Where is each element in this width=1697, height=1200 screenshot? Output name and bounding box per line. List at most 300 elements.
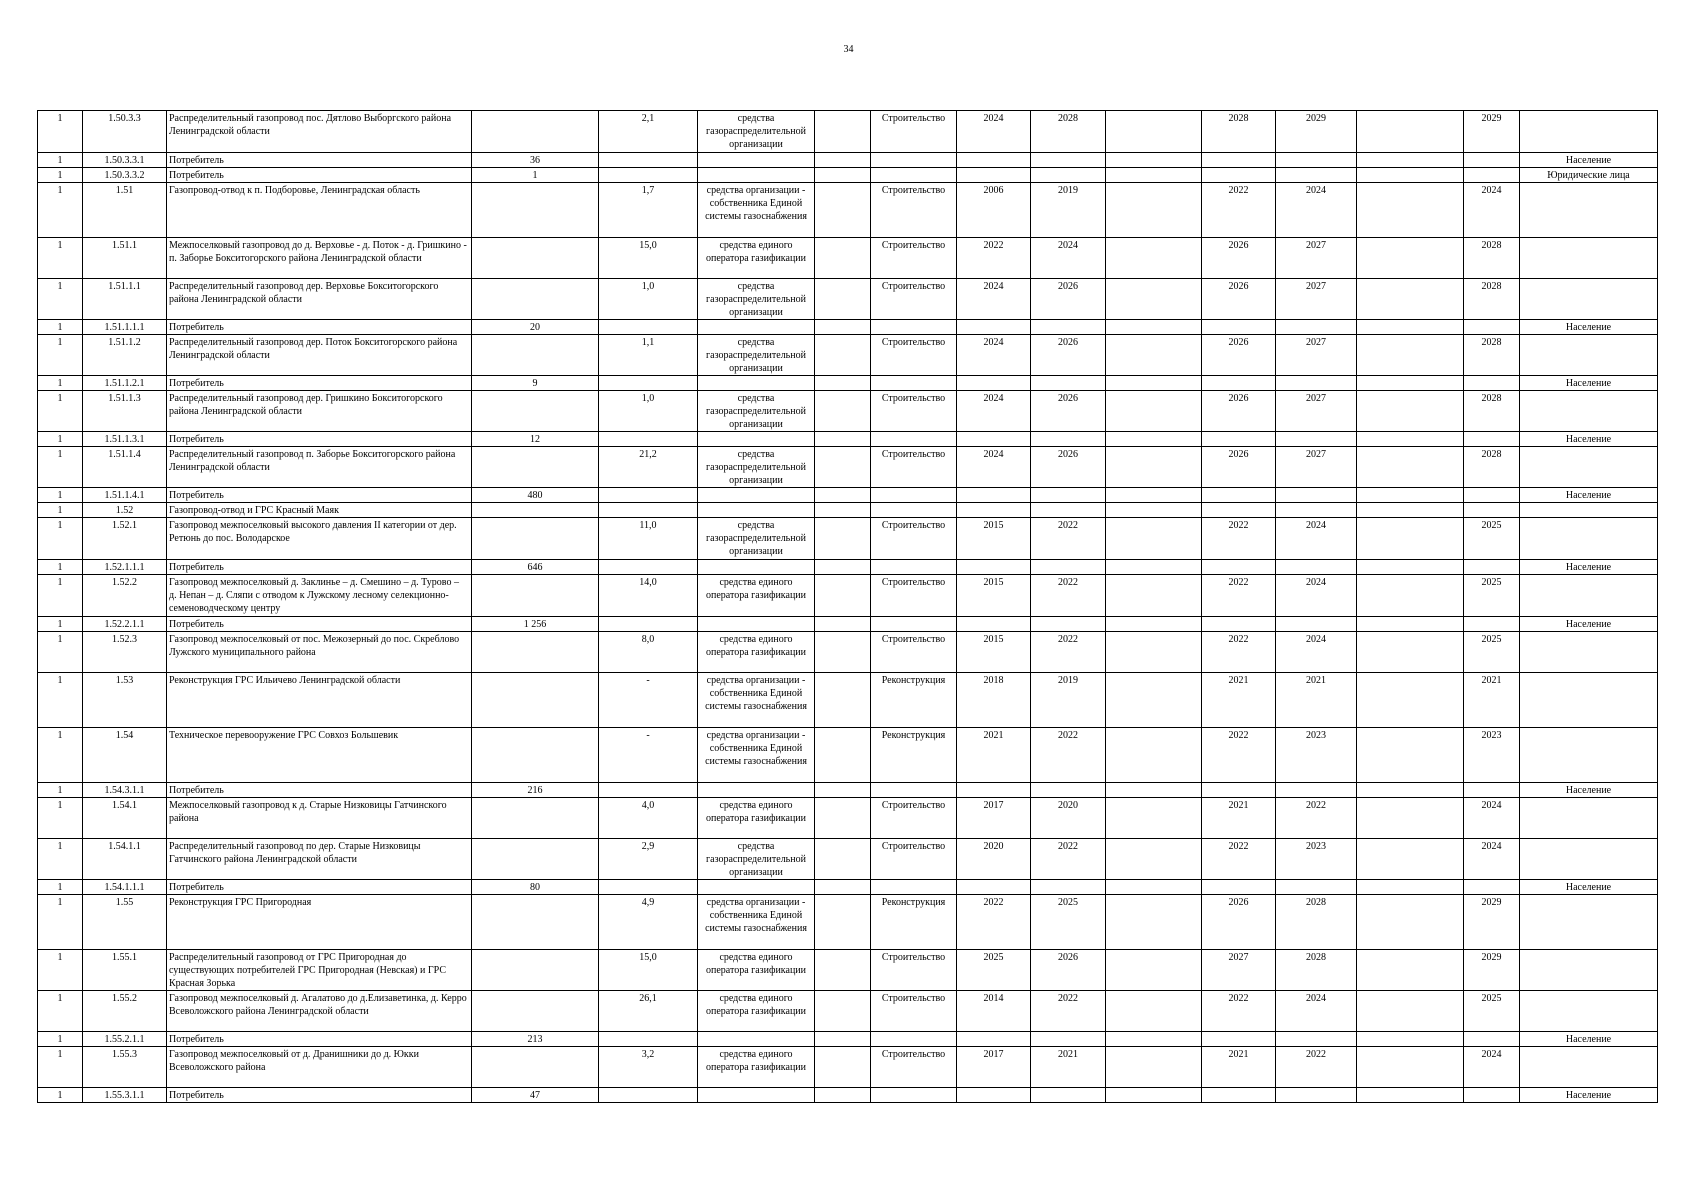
table-row bbox=[38, 1088, 1658, 1103]
col-blank-1 bbox=[815, 673, 871, 728]
col-consumers bbox=[472, 632, 599, 673]
col-work-type: Реконструкция bbox=[871, 895, 957, 950]
col-work-type: Строительство bbox=[871, 335, 957, 376]
col-work-type: Строительство bbox=[871, 279, 957, 320]
col-name: Потребитель bbox=[167, 560, 472, 575]
col-code: 1.55.3 bbox=[83, 1047, 167, 1088]
col-consumers bbox=[472, 798, 599, 839]
col-category: 1 bbox=[38, 391, 83, 432]
col-consumers bbox=[472, 335, 599, 376]
col-year-4: 2024 bbox=[1276, 632, 1357, 673]
col-blank-3 bbox=[1357, 279, 1464, 320]
col-code: 1.52 bbox=[83, 503, 167, 518]
col-year-start: 2022 bbox=[957, 238, 1031, 279]
col-blank-3 bbox=[1357, 447, 1464, 488]
col-year-3: 2028 bbox=[1202, 111, 1276, 153]
col-funding-source: средства организации - собственника Единой системы газоснабжения bbox=[698, 728, 815, 783]
col-funding-source: средства газораспределительной организации bbox=[698, 111, 815, 153]
table-row bbox=[38, 1032, 1658, 1047]
col-blank-3 bbox=[1357, 153, 1464, 168]
col-year-start: 2024 bbox=[957, 447, 1031, 488]
col-blank-2 bbox=[1106, 617, 1202, 632]
col-year-5: 2025 bbox=[1464, 632, 1520, 673]
col-year-4: 2023 bbox=[1276, 839, 1357, 880]
col-year-4 bbox=[1276, 320, 1357, 335]
col-consumers bbox=[472, 575, 599, 617]
col-consumer-type bbox=[1520, 391, 1658, 432]
col-category: 1 bbox=[38, 111, 83, 153]
table-body bbox=[38, 111, 1658, 1103]
col-year-start bbox=[957, 153, 1031, 168]
col-code: 1.52.1.1.1 bbox=[83, 560, 167, 575]
col-year-4 bbox=[1276, 432, 1357, 447]
col-year-4: 2024 bbox=[1276, 183, 1357, 238]
col-consumer-type bbox=[1520, 183, 1658, 238]
col-blank-2 bbox=[1106, 447, 1202, 488]
col-year-start: 2017 bbox=[957, 798, 1031, 839]
col-work-type: Строительство bbox=[871, 183, 957, 238]
col-year-5 bbox=[1464, 783, 1520, 798]
col-work-type bbox=[871, 880, 957, 895]
col-blank-1 bbox=[815, 632, 871, 673]
col-blank-2 bbox=[1106, 168, 1202, 183]
table-row bbox=[38, 728, 1658, 783]
col-name: Распределительный газопровод дер. Поток Бокситогорского района Ленинградской области bbox=[167, 335, 472, 376]
col-length: 15,0 bbox=[599, 238, 698, 279]
col-year-3: 2026 bbox=[1202, 391, 1276, 432]
col-funding-source: средства газораспределительной организации bbox=[698, 391, 815, 432]
col-year-start bbox=[957, 880, 1031, 895]
col-category: 1 bbox=[38, 617, 83, 632]
col-blank-2 bbox=[1106, 320, 1202, 335]
col-consumers: 36 bbox=[472, 153, 599, 168]
col-consumer-type: Население bbox=[1520, 1032, 1658, 1047]
col-length: 26,1 bbox=[599, 991, 698, 1032]
col-year-5: 2023 bbox=[1464, 728, 1520, 783]
col-category: 1 bbox=[38, 153, 83, 168]
col-code: 1.55.1 bbox=[83, 950, 167, 991]
col-blank-1 bbox=[815, 880, 871, 895]
col-length: 15,0 bbox=[599, 950, 698, 991]
table-row bbox=[38, 503, 1658, 518]
col-blank-1 bbox=[815, 1047, 871, 1088]
col-year-4: 2027 bbox=[1276, 391, 1357, 432]
col-length bbox=[599, 432, 698, 447]
col-code: 1.51.1.2 bbox=[83, 335, 167, 376]
col-blank-2 bbox=[1106, 183, 1202, 238]
col-year-start bbox=[957, 560, 1031, 575]
col-blank-1 bbox=[815, 238, 871, 279]
col-blank-2 bbox=[1106, 632, 1202, 673]
col-funding-source bbox=[698, 783, 815, 798]
col-name: Потребитель bbox=[167, 488, 472, 503]
col-funding-source bbox=[698, 560, 815, 575]
col-blank-1 bbox=[815, 839, 871, 880]
col-funding-source: средства организации - собственника Единой системы газоснабжения bbox=[698, 183, 815, 238]
col-consumer-type: Население bbox=[1520, 783, 1658, 798]
col-funding-source bbox=[698, 503, 815, 518]
col-category: 1 bbox=[38, 320, 83, 335]
col-blank-2 bbox=[1106, 950, 1202, 991]
col-name: Распределительный газопровод пос. Дятлово Выборгского района Ленинградской области bbox=[167, 111, 472, 153]
col-name: Газопровод межпоселковый от д. Дранишники до д. Юкки Всеволожского района bbox=[167, 1047, 472, 1088]
col-name: Потребитель bbox=[167, 880, 472, 895]
table-row bbox=[38, 673, 1658, 728]
col-length: 4,9 bbox=[599, 895, 698, 950]
col-year-4: 2028 bbox=[1276, 950, 1357, 991]
col-blank-1 bbox=[815, 183, 871, 238]
col-blank-1 bbox=[815, 432, 871, 447]
col-length bbox=[599, 503, 698, 518]
col-code: 1.54.1.1 bbox=[83, 839, 167, 880]
col-work-type: Строительство bbox=[871, 447, 957, 488]
col-year-4 bbox=[1276, 168, 1357, 183]
col-length: - bbox=[599, 673, 698, 728]
col-year-5 bbox=[1464, 376, 1520, 391]
table-row bbox=[38, 320, 1658, 335]
col-name: Газопровод межпоселковый от пос. Межозерный до пос. Скреблово Лужского муниципального района bbox=[167, 632, 472, 673]
col-year-4: 2022 bbox=[1276, 798, 1357, 839]
col-work-type: Строительство bbox=[871, 632, 957, 673]
col-consumer-type bbox=[1520, 279, 1658, 320]
col-year-3 bbox=[1202, 560, 1276, 575]
col-consumers bbox=[472, 950, 599, 991]
col-name: Потребитель bbox=[167, 1032, 472, 1047]
col-length bbox=[599, 153, 698, 168]
col-consumer-type: Население bbox=[1520, 1088, 1658, 1103]
col-year-end bbox=[1031, 376, 1106, 391]
col-year-5 bbox=[1464, 168, 1520, 183]
col-year-4 bbox=[1276, 488, 1357, 503]
col-year-end: 2024 bbox=[1031, 238, 1106, 279]
col-blank-3 bbox=[1357, 1047, 1464, 1088]
col-year-4 bbox=[1276, 617, 1357, 632]
table-row bbox=[38, 783, 1658, 798]
col-work-type: Реконструкция bbox=[871, 728, 957, 783]
col-year-3 bbox=[1202, 1088, 1276, 1103]
col-blank-2 bbox=[1106, 432, 1202, 447]
col-blank-2 bbox=[1106, 238, 1202, 279]
col-consumers bbox=[472, 391, 599, 432]
table-row bbox=[38, 488, 1658, 503]
col-work-type bbox=[871, 1088, 957, 1103]
col-blank-1 bbox=[815, 950, 871, 991]
col-name: Потребитель bbox=[167, 376, 472, 391]
col-year-end bbox=[1031, 320, 1106, 335]
col-blank-3 bbox=[1357, 839, 1464, 880]
col-blank-3 bbox=[1357, 183, 1464, 238]
col-code: 1.54.1 bbox=[83, 798, 167, 839]
col-category: 1 bbox=[38, 575, 83, 617]
col-code: 1.50.3.3 bbox=[83, 111, 167, 153]
col-blank-2 bbox=[1106, 335, 1202, 376]
col-blank-2 bbox=[1106, 279, 1202, 320]
col-year-4: 2029 bbox=[1276, 111, 1357, 153]
col-code: 1.54.1.1.1 bbox=[83, 880, 167, 895]
col-code: 1.51.1.1.1 bbox=[83, 320, 167, 335]
col-blank-2 bbox=[1106, 880, 1202, 895]
col-blank-1 bbox=[815, 335, 871, 376]
col-blank-3 bbox=[1357, 880, 1464, 895]
col-blank-3 bbox=[1357, 391, 1464, 432]
col-consumers: 213 bbox=[472, 1032, 599, 1047]
col-year-start: 2017 bbox=[957, 1047, 1031, 1088]
table-row bbox=[38, 560, 1658, 575]
col-length: 11,0 bbox=[599, 518, 698, 560]
col-year-4: 2027 bbox=[1276, 238, 1357, 279]
col-category: 1 bbox=[38, 839, 83, 880]
col-year-end: 2022 bbox=[1031, 518, 1106, 560]
col-year-end: 2025 bbox=[1031, 895, 1106, 950]
col-category: 1 bbox=[38, 376, 83, 391]
col-blank-3 bbox=[1357, 728, 1464, 783]
col-name: Газопровод межпоселковый высокого давления II категории от дер. Ретюнь до пос. Володарское bbox=[167, 518, 472, 560]
col-code: 1.51.1 bbox=[83, 238, 167, 279]
table-row bbox=[38, 111, 1658, 153]
col-blank-2 bbox=[1106, 503, 1202, 518]
col-consumers bbox=[472, 673, 599, 728]
col-year-5: 2028 bbox=[1464, 279, 1520, 320]
col-consumer-type: Юридические лица bbox=[1520, 168, 1658, 183]
col-code: 1.53 bbox=[83, 673, 167, 728]
col-category: 1 bbox=[38, 895, 83, 950]
col-blank-1 bbox=[815, 320, 871, 335]
col-blank-2 bbox=[1106, 895, 1202, 950]
col-blank-2 bbox=[1106, 673, 1202, 728]
col-blank-1 bbox=[815, 560, 871, 575]
col-year-5 bbox=[1464, 432, 1520, 447]
col-year-5: 2029 bbox=[1464, 895, 1520, 950]
col-year-start: 2015 bbox=[957, 632, 1031, 673]
col-funding-source bbox=[698, 1088, 815, 1103]
col-year-start bbox=[957, 488, 1031, 503]
col-year-start: 2020 bbox=[957, 839, 1031, 880]
col-name: Газопровод межпоселковый д. Агалатово до д.Елизаветинка, д. Керро Всеволожского района Ленинградской области bbox=[167, 991, 472, 1032]
col-funding-source bbox=[698, 168, 815, 183]
col-year-end bbox=[1031, 488, 1106, 503]
col-blank-3 bbox=[1357, 991, 1464, 1032]
col-year-end: 2022 bbox=[1031, 575, 1106, 617]
col-work-type bbox=[871, 320, 957, 335]
col-work-type bbox=[871, 783, 957, 798]
col-blank-3 bbox=[1357, 376, 1464, 391]
col-year-end: 2022 bbox=[1031, 632, 1106, 673]
col-consumer-type: Население bbox=[1520, 560, 1658, 575]
col-category: 1 bbox=[38, 447, 83, 488]
col-year-3: 2022 bbox=[1202, 991, 1276, 1032]
col-year-end: 2026 bbox=[1031, 950, 1106, 991]
col-year-5: 2028 bbox=[1464, 447, 1520, 488]
table-row bbox=[38, 839, 1658, 880]
col-consumers bbox=[472, 839, 599, 880]
col-funding-source: средства единого оператора газификации bbox=[698, 798, 815, 839]
col-length bbox=[599, 320, 698, 335]
col-year-3: 2027 bbox=[1202, 950, 1276, 991]
col-consumer-type bbox=[1520, 798, 1658, 839]
col-code: 1.51.1.1 bbox=[83, 279, 167, 320]
col-year-start: 2015 bbox=[957, 575, 1031, 617]
table-row bbox=[38, 168, 1658, 183]
col-year-3: 2026 bbox=[1202, 447, 1276, 488]
col-year-4 bbox=[1276, 880, 1357, 895]
col-funding-source: средства единого оператора газификации bbox=[698, 632, 815, 673]
col-name: Межпоселковый газопровод к д. Старые Низковицы Гатчинского района bbox=[167, 798, 472, 839]
col-consumer-type bbox=[1520, 673, 1658, 728]
col-year-end: 2021 bbox=[1031, 1047, 1106, 1088]
col-year-5: 2025 bbox=[1464, 575, 1520, 617]
col-consumers bbox=[472, 1047, 599, 1088]
col-funding-source bbox=[698, 320, 815, 335]
col-code: 1.50.3.3.2 bbox=[83, 168, 167, 183]
col-year-3: 2022 bbox=[1202, 518, 1276, 560]
col-blank-1 bbox=[815, 503, 871, 518]
col-blank-3 bbox=[1357, 238, 1464, 279]
col-year-start: 2015 bbox=[957, 518, 1031, 560]
table-row bbox=[38, 432, 1658, 447]
col-name: Межпоселковый газопровод до д. Верховье - д. Поток - д. Гришкино - п. Заборье Бокситогорского района Ленинградской области bbox=[167, 238, 472, 279]
col-year-5: 2025 bbox=[1464, 518, 1520, 560]
col-year-end: 2022 bbox=[1031, 991, 1106, 1032]
col-year-4 bbox=[1276, 503, 1357, 518]
col-blank-3 bbox=[1357, 1088, 1464, 1103]
col-code: 1.51.1.4.1 bbox=[83, 488, 167, 503]
col-year-start: 2021 bbox=[957, 728, 1031, 783]
col-length bbox=[599, 560, 698, 575]
col-funding-source: средства организации - собственника Единой системы газоснабжения bbox=[698, 895, 815, 950]
col-year-5 bbox=[1464, 320, 1520, 335]
col-work-type bbox=[871, 153, 957, 168]
col-year-start: 2014 bbox=[957, 991, 1031, 1032]
col-category: 1 bbox=[38, 880, 83, 895]
table-row bbox=[38, 575, 1658, 617]
col-length: - bbox=[599, 728, 698, 783]
col-year-3: 2022 bbox=[1202, 728, 1276, 783]
col-blank-3 bbox=[1357, 798, 1464, 839]
col-blank-1 bbox=[815, 728, 871, 783]
col-category: 1 bbox=[38, 798, 83, 839]
col-name: Распределительный газопровод п. Заборье Бокситогорского района Ленинградской области bbox=[167, 447, 472, 488]
col-year-start: 2024 bbox=[957, 335, 1031, 376]
table-row bbox=[38, 880, 1658, 895]
col-blank-2 bbox=[1106, 798, 1202, 839]
col-year-5: 2025 bbox=[1464, 991, 1520, 1032]
col-length: 1,7 bbox=[599, 183, 698, 238]
col-year-5: 2024 bbox=[1464, 183, 1520, 238]
col-year-end bbox=[1031, 880, 1106, 895]
col-funding-source: средства газораспределительной организации bbox=[698, 518, 815, 560]
col-consumers bbox=[472, 111, 599, 153]
col-work-type bbox=[871, 560, 957, 575]
col-blank-3 bbox=[1357, 673, 1464, 728]
col-code: 1.50.3.3.1 bbox=[83, 153, 167, 168]
col-work-type bbox=[871, 168, 957, 183]
col-funding-source: средства газораспределительной организации bbox=[698, 839, 815, 880]
col-consumers bbox=[472, 991, 599, 1032]
col-year-5 bbox=[1464, 488, 1520, 503]
col-year-3 bbox=[1202, 880, 1276, 895]
col-year-5: 2028 bbox=[1464, 335, 1520, 376]
col-length: 1,0 bbox=[599, 279, 698, 320]
col-blank-1 bbox=[815, 153, 871, 168]
col-consumers: 47 bbox=[472, 1088, 599, 1103]
col-year-4: 2027 bbox=[1276, 335, 1357, 376]
col-blank-2 bbox=[1106, 783, 1202, 798]
col-length: 14,0 bbox=[599, 575, 698, 617]
col-code: 1.52.2.1.1 bbox=[83, 617, 167, 632]
col-work-type bbox=[871, 1032, 957, 1047]
table-row bbox=[38, 376, 1658, 391]
col-year-4: 2024 bbox=[1276, 518, 1357, 560]
col-consumers: 646 bbox=[472, 560, 599, 575]
col-blank-3 bbox=[1357, 111, 1464, 153]
col-consumer-type bbox=[1520, 503, 1658, 518]
col-name: Газопровод-отвод к п. Подборовье, Ленинградская область bbox=[167, 183, 472, 238]
col-year-5 bbox=[1464, 503, 1520, 518]
col-length: 21,2 bbox=[599, 447, 698, 488]
col-consumers bbox=[472, 447, 599, 488]
col-code: 1.54 bbox=[83, 728, 167, 783]
col-category: 1 bbox=[38, 335, 83, 376]
col-blank-2 bbox=[1106, 991, 1202, 1032]
table-row bbox=[38, 153, 1658, 168]
col-year-5: 2029 bbox=[1464, 111, 1520, 153]
col-length: 3,2 bbox=[599, 1047, 698, 1088]
col-category: 1 bbox=[38, 728, 83, 783]
col-length bbox=[599, 376, 698, 391]
col-blank-3 bbox=[1357, 632, 1464, 673]
col-length bbox=[599, 880, 698, 895]
col-category: 1 bbox=[38, 1032, 83, 1047]
col-category: 1 bbox=[38, 560, 83, 575]
col-consumer-type bbox=[1520, 111, 1658, 153]
col-consumer-type: Население bbox=[1520, 488, 1658, 503]
col-length: 2,9 bbox=[599, 839, 698, 880]
col-funding-source: средства организации - собственника Единой системы газоснабжения bbox=[698, 673, 815, 728]
col-code: 1.54.3.1.1 bbox=[83, 783, 167, 798]
col-blank-2 bbox=[1106, 728, 1202, 783]
col-year-start bbox=[957, 617, 1031, 632]
col-consumer-type: Население bbox=[1520, 617, 1658, 632]
table-row bbox=[38, 238, 1658, 279]
col-blank-2 bbox=[1106, 560, 1202, 575]
col-blank-2 bbox=[1106, 111, 1202, 153]
col-year-end bbox=[1031, 560, 1106, 575]
col-year-start: 2024 bbox=[957, 391, 1031, 432]
col-name: Потребитель bbox=[167, 617, 472, 632]
col-year-start: 2024 bbox=[957, 111, 1031, 153]
col-funding-source: средства единого оператора газификации bbox=[698, 1047, 815, 1088]
gas-projects-table bbox=[37, 110, 1658, 1103]
col-blank-3 bbox=[1357, 168, 1464, 183]
col-name: Потребитель bbox=[167, 168, 472, 183]
col-funding-source bbox=[698, 376, 815, 391]
col-blank-2 bbox=[1106, 1047, 1202, 1088]
col-year-5: 2024 bbox=[1464, 839, 1520, 880]
col-consumers: 9 bbox=[472, 376, 599, 391]
col-work-type: Строительство bbox=[871, 1047, 957, 1088]
col-year-5 bbox=[1464, 560, 1520, 575]
table-row bbox=[38, 518, 1658, 560]
col-funding-source bbox=[698, 488, 815, 503]
col-code: 1.51.1.3 bbox=[83, 391, 167, 432]
col-name: Потребитель bbox=[167, 1088, 472, 1103]
col-year-end bbox=[1031, 1088, 1106, 1103]
col-blank-3 bbox=[1357, 518, 1464, 560]
col-consumers bbox=[472, 895, 599, 950]
col-category: 1 bbox=[38, 279, 83, 320]
col-category: 1 bbox=[38, 503, 83, 518]
col-year-start bbox=[957, 168, 1031, 183]
